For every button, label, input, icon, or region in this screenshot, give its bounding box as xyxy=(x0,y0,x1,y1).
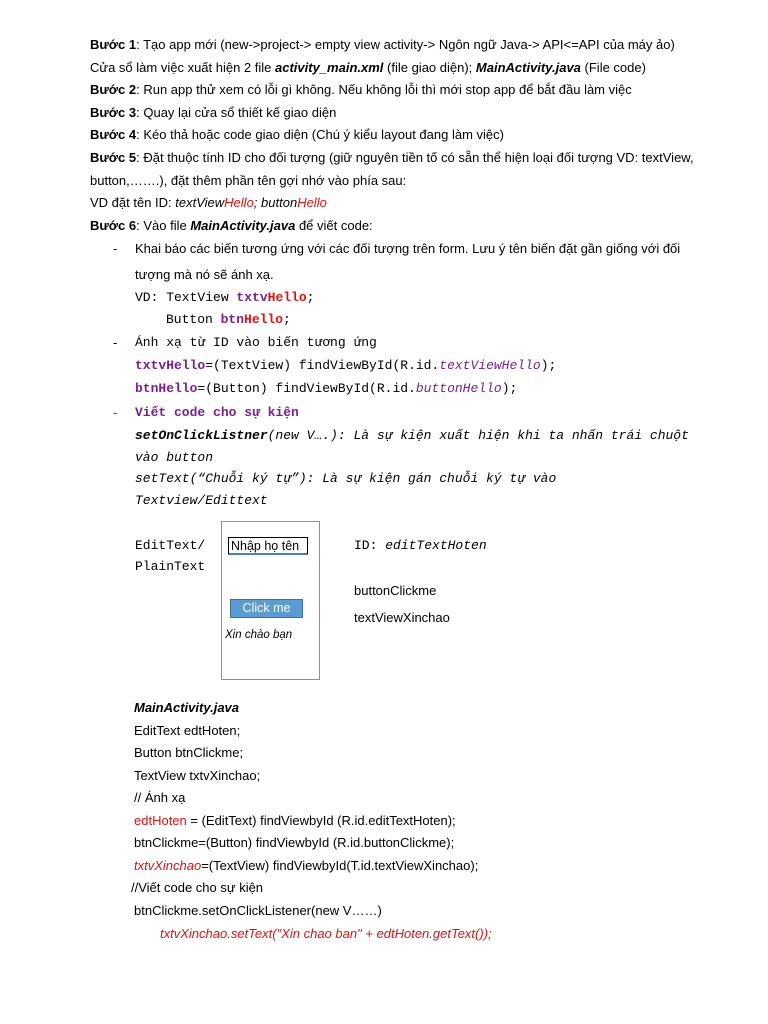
code-line-3: TextView txtvXinchao; xyxy=(134,768,261,783)
step-5-cont: button,…….), đặt thêm phần tên gợi nhớ vào phía sau: xyxy=(90,173,407,188)
example-button-prefix: button xyxy=(261,195,298,210)
code-line-5-rest: = (EditText) findViewbyId (R.id.editTextHoten); xyxy=(186,813,456,828)
event-click-line xyxy=(135,428,689,444)
example-declare-textview xyxy=(135,290,314,306)
bullet-1-line-2: tượng mà nó sẽ ánh xạ. xyxy=(135,267,274,282)
step-6-text-b: để viết code: xyxy=(295,218,373,233)
declare-button-end: ; xyxy=(283,312,291,327)
code-line-2: Button btnClickme; xyxy=(134,745,244,760)
id-prefix: ID: xyxy=(354,538,386,553)
step-1-files xyxy=(90,60,646,76)
step-3-label: Bước 3 xyxy=(90,105,137,120)
map-textview-id: textViewHello xyxy=(439,358,541,373)
declare-textview-end: ; xyxy=(306,290,315,305)
step-1 xyxy=(90,37,675,53)
step-2 xyxy=(90,82,632,98)
example-separator: ; xyxy=(253,195,262,210)
greeting-textview: Xin chào bạn xyxy=(225,629,293,641)
bullet-1-line-1: Khai báo các biến tương ứng với các đối tượng trên form. Lưu ý tên biến đặt gần giống với đối xyxy=(135,241,681,256)
example-textview-suffix: Hello xyxy=(224,195,254,210)
example-textview-prefix: textView xyxy=(175,195,225,210)
declare-textview-var-prefix: txtv xyxy=(236,290,268,305)
step-6-file: MainActivity.java xyxy=(190,218,296,233)
step-1-text: : Tạo app mới (new->project-> empty view activity-> Ngôn ngữ Java-> API<=API của máy ảo) xyxy=(136,37,675,52)
step-5-label: Bước 5 xyxy=(90,150,137,165)
bullet-dash-2: - xyxy=(113,335,118,350)
code-line-7-rest: =(TextView) findViewbyId(T.id.textViewXinchao); xyxy=(201,858,479,873)
step-5-text: : Đặt thuộc tính ID cho đối tượng (giữ nguyên tiền tố có sẵn thể hiện loại đối tượng VD: textView, xyxy=(136,150,694,165)
declare-button-type: Button xyxy=(166,312,221,327)
code-line-5 xyxy=(134,813,456,829)
event-click-line-2: vào button xyxy=(135,450,214,465)
files-end: (File code) xyxy=(580,60,646,75)
layout-file-name: activity_main.xml xyxy=(275,60,384,75)
code-file-title: MainActivity.java xyxy=(134,700,240,715)
step-2-label: Bước 2 xyxy=(90,82,137,97)
step-5 xyxy=(90,150,694,166)
example-declare-button xyxy=(166,312,291,328)
click-me-button[interactable]: Click me xyxy=(230,599,303,618)
bullet-3-title: Viết code cho sự kiện xyxy=(135,405,299,420)
edittext-id-value: editTextHoten xyxy=(385,538,487,553)
code-line-6: btnClickme=(Button) findViewbyId (R.id.buttonClickme); xyxy=(134,835,455,850)
step-4-text: : Kéo thả hoặc code giao diện (Chú ý kiểu layout đang làm việc) xyxy=(136,127,504,142)
example-button-suffix: Hello xyxy=(297,195,327,210)
java-file-name: MainActivity.java xyxy=(475,60,581,75)
event-settext-line: setText(“Chuỗi ký tự”): Là sự kiện gán chuỗi ký tự vào xyxy=(135,471,557,486)
files-intro: Cửa sổ làm việc xuất hiện 2 file xyxy=(90,60,276,75)
example-intro: VD đặt tên ID: xyxy=(90,195,176,210)
map-button-end: ); xyxy=(501,381,518,396)
code-line-1: EditText edtHoten; xyxy=(134,723,241,738)
step-2-text: : Run app thử xem có lỗi gì không. Nếu không lỗi thì mới stop app để bắt đầu làm việc xyxy=(136,82,632,97)
step-1-label: Bước 1 xyxy=(90,37,137,52)
code-line-5-var: edtHoten xyxy=(134,813,187,828)
code-line-7 xyxy=(134,858,478,874)
edittext-label-2: PlainText xyxy=(135,559,206,574)
map-textview-line xyxy=(135,358,556,374)
files-mid: (file giao diện); xyxy=(383,60,476,75)
map-textview-var: txtvHello xyxy=(135,358,206,373)
declare-button-var-suffix: Hello xyxy=(244,312,284,327)
event-click-desc: (new V….): Là sự kiện xuất hiện khi ta nhấn trái chuột xyxy=(267,428,689,443)
step-3-text: : Quay lại cửa sổ thiết kế giao diện xyxy=(136,105,337,120)
step-6 xyxy=(90,218,373,234)
step-5-example xyxy=(90,195,327,211)
map-button-call: =(Button) findViewById(R.id. xyxy=(197,381,416,396)
step-4-label: Bước 4 xyxy=(90,127,137,142)
code-line-8: //Viết code cho sự kiện xyxy=(131,880,264,895)
map-button-id: buttonHello xyxy=(415,381,502,396)
event-click-name: setOnClickListner xyxy=(135,428,268,443)
declare-button-var-prefix: btn xyxy=(220,312,245,327)
code-line-7-var: txtvXinchao xyxy=(134,858,202,873)
declare-textview-var-suffix: Hello xyxy=(267,290,307,305)
bullet-2-title: Ánh xạ từ ID vào biến tương ứng xyxy=(135,335,377,350)
code-line-4: // Ánh xạ xyxy=(134,790,186,805)
name-edittext[interactable]: Nhập họ tên xyxy=(228,537,308,555)
map-textview-end: ); xyxy=(540,358,557,373)
step-4 xyxy=(90,127,504,143)
map-button-line xyxy=(135,381,517,397)
bullet-dash-1: - xyxy=(113,241,118,256)
edittext-id-label xyxy=(354,538,487,554)
edittext-label-1: EditText/ xyxy=(135,538,206,553)
map-button-var: btnHello xyxy=(135,381,198,396)
step-6-text-a: : Vào file xyxy=(136,218,191,233)
button-id-label: buttonClickme xyxy=(354,583,437,598)
map-textview-call: =(TextView) findViewById(R.id. xyxy=(205,358,440,373)
bullet-dash-3: - xyxy=(113,405,118,420)
step-6-label: Bước 6 xyxy=(90,218,137,233)
textview-id-label: textViewXinchao xyxy=(354,610,450,625)
step-3 xyxy=(90,105,336,121)
declare-textview-type: VD: TextView xyxy=(135,290,237,305)
event-settext-line-2: Textview/Edittext xyxy=(135,493,268,508)
code-line-10: txtvXinchao.setText("Xin chao ban" + edtHoten.getText()); xyxy=(160,926,492,941)
code-line-9: btnClickme.setOnClickListener(new V……) xyxy=(134,903,382,918)
